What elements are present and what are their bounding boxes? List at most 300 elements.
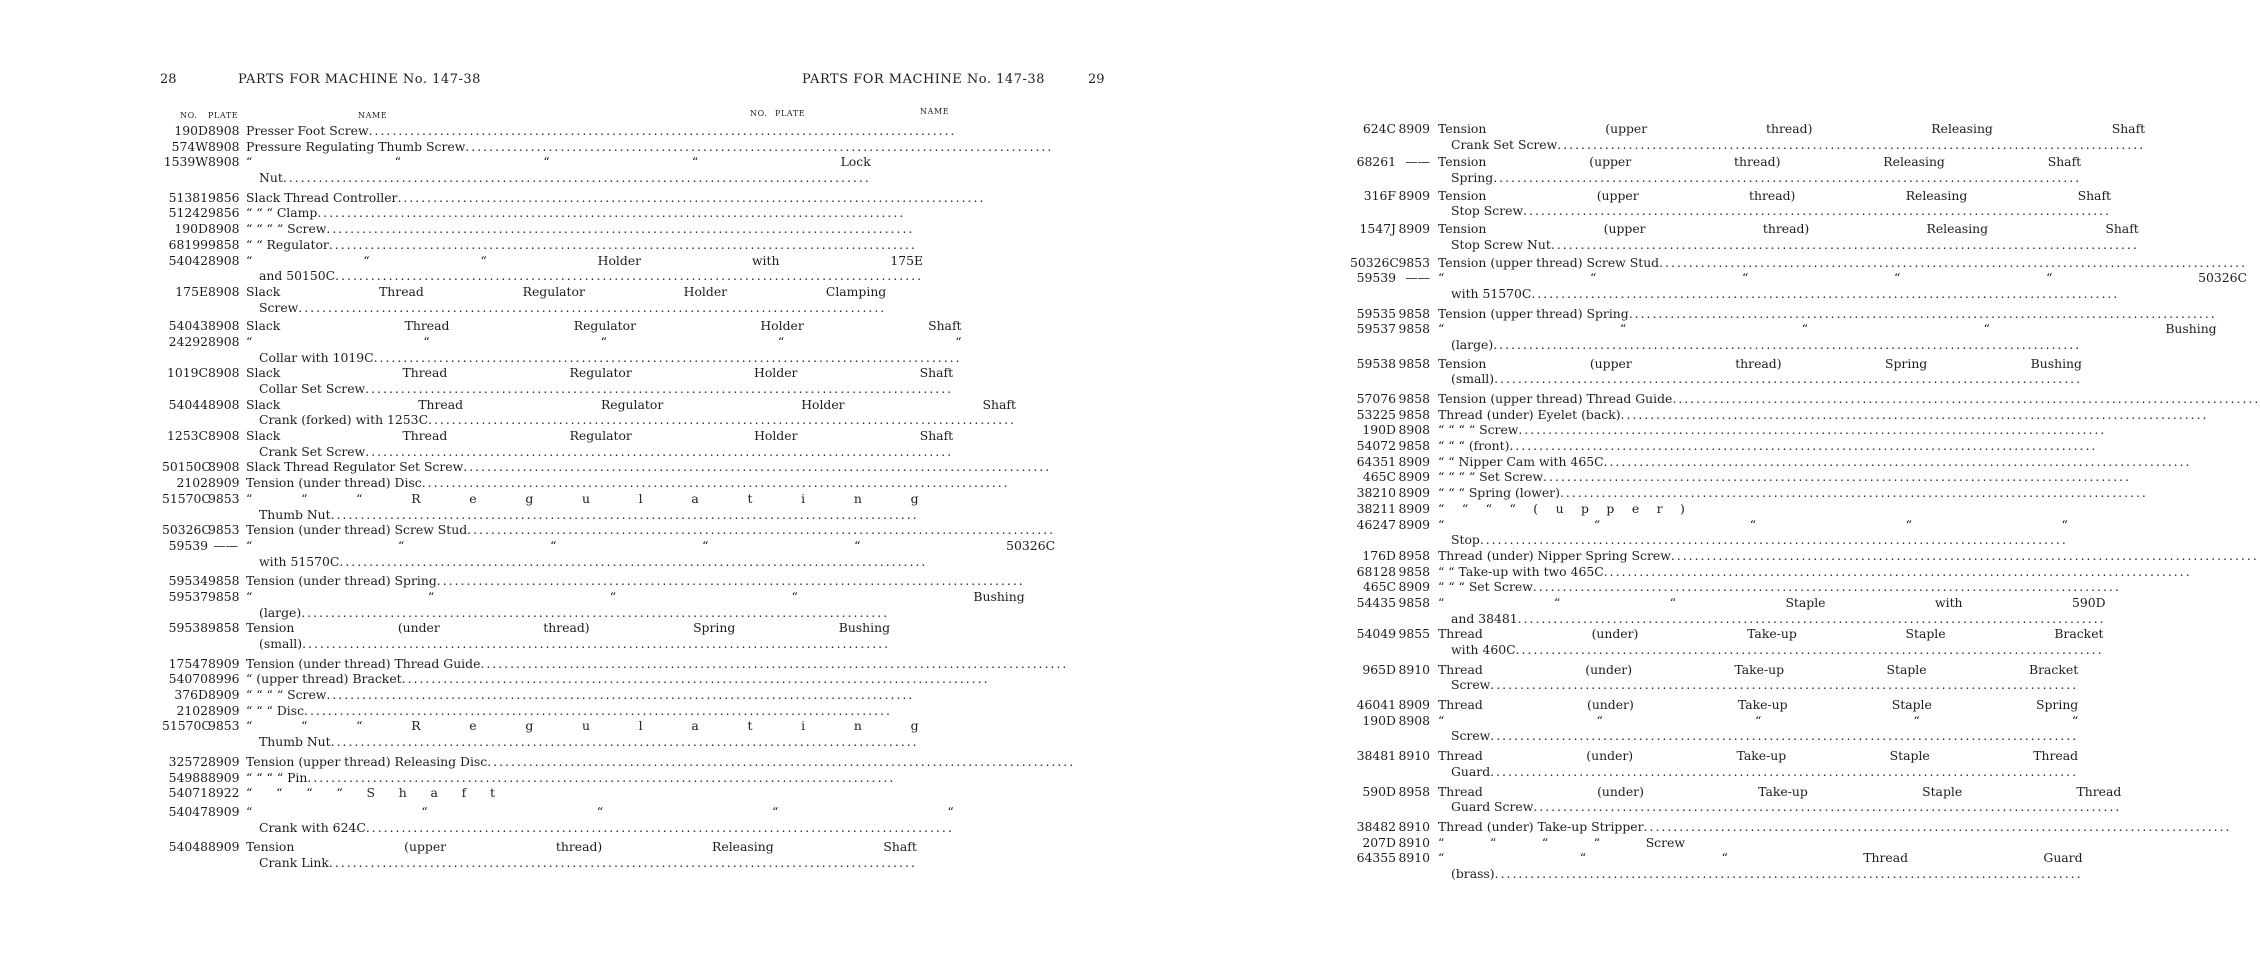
part-name-text: Slack Thread Regulator Holder Shaft bbox=[246, 428, 954, 444]
dot-leader bbox=[1560, 485, 2148, 501]
part-number: 68199 bbox=[168, 236, 208, 252]
part-number: 59538 bbox=[1356, 355, 1396, 371]
part-number: 46041 bbox=[1356, 697, 1396, 713]
part-entry bbox=[162, 490, 919, 522]
part-name-line bbox=[1438, 306, 2217, 322]
part-number: 54435 bbox=[1356, 594, 1396, 610]
column-header-plate: PLATE bbox=[208, 111, 239, 120]
part-name-text: “ “ “ R e g u l a t i n g bbox=[246, 490, 919, 506]
part-number: 190D bbox=[174, 221, 208, 237]
part-name-text: Tension (under thread) Spring bbox=[246, 573, 437, 589]
part-number: 1547J bbox=[1359, 221, 1396, 237]
part-entry bbox=[1350, 438, 1685, 454]
part-entry bbox=[162, 396, 1016, 428]
part-entry bbox=[1350, 748, 2079, 779]
part-name-text: “ “ “ Disc bbox=[246, 702, 305, 718]
part-name-text: Slack Thread Regulator Holder Clamping bbox=[246, 283, 887, 299]
plate-number: 9856 bbox=[208, 205, 240, 221]
part-number: 2102 bbox=[176, 702, 208, 718]
part-name-text: Slack Thread Regulator Holder Shaft bbox=[246, 318, 962, 334]
part-name-text: and 50150C bbox=[259, 268, 336, 284]
part-name-text: with 460C bbox=[1451, 642, 1516, 657]
part-name-text: “ “ “ “ “ bbox=[246, 333, 962, 349]
part-name-line bbox=[1438, 454, 2192, 470]
part-name-text: Slack Thread Regulator Holder Shaft bbox=[246, 396, 1016, 412]
part-entry bbox=[162, 573, 1025, 620]
part-name-text: Spring bbox=[1451, 170, 1494, 186]
part-name-text: “ “ “ “ “ bbox=[246, 803, 954, 819]
part-name-text: “ “ “ “ Screw bbox=[1438, 422, 1519, 438]
part-entry bbox=[162, 459, 495, 475]
part-entry bbox=[1350, 454, 1685, 470]
part-name-text: “ (upper thread) Bracket bbox=[246, 671, 402, 687]
part-name-text: Stop bbox=[1451, 532, 1480, 548]
column-header-plate: PLATE bbox=[775, 109, 806, 118]
part-number: 54071 bbox=[168, 785, 208, 801]
part-entry bbox=[1350, 564, 1685, 580]
plate-number: 8908 bbox=[208, 252, 240, 268]
part-name-line bbox=[1438, 611, 2106, 627]
part-entry bbox=[1350, 594, 2106, 626]
plate-number: 8908 bbox=[208, 283, 240, 299]
part-number: 51570C bbox=[162, 490, 211, 506]
plate-number: 9858 bbox=[1398, 406, 1430, 422]
plate-number: 9858 bbox=[1398, 321, 1430, 337]
part-entry bbox=[1350, 835, 1685, 851]
part-number: 46247 bbox=[1356, 516, 1396, 532]
part-entry bbox=[162, 656, 495, 672]
part-name-text: “ “ “ Spring (lower) bbox=[1438, 485, 1560, 501]
part-name-line bbox=[1438, 532, 2068, 548]
part-name-line bbox=[1438, 203, 2111, 219]
part-name-line bbox=[1438, 784, 2121, 800]
part-number: 32572 bbox=[168, 753, 208, 769]
dot-leader bbox=[1509, 438, 2097, 454]
part-name-text: Crank (forked) with 1253C bbox=[259, 412, 429, 428]
part-name-text: Tension (under thread) Spring Bushing bbox=[246, 620, 891, 636]
part-entry bbox=[1350, 407, 1685, 423]
plate-number: —— bbox=[1405, 270, 1430, 286]
part-name-line bbox=[1438, 188, 2111, 204]
part-number: 54988 bbox=[168, 769, 208, 785]
part-name-line bbox=[1438, 662, 2078, 678]
part-entry bbox=[162, 237, 495, 253]
part-entry bbox=[1350, 485, 1685, 501]
dot-leader bbox=[1672, 391, 2260, 407]
plate-number: 9853 bbox=[208, 522, 240, 538]
part-entry bbox=[162, 687, 495, 703]
part-name-line bbox=[1438, 356, 2082, 372]
part-name-text: Thumb Nut bbox=[259, 734, 331, 750]
part-name-text: Guard bbox=[1451, 763, 1491, 779]
part-entry bbox=[1350, 850, 2083, 881]
plate-number: 9858 bbox=[208, 588, 240, 604]
plate-number: 9856 bbox=[208, 189, 240, 205]
part-entry bbox=[162, 703, 495, 719]
part-entry bbox=[162, 318, 962, 365]
part-entry bbox=[1350, 548, 1685, 564]
parts-list bbox=[1350, 121, 2247, 882]
part-name-text: Thumb Nut bbox=[259, 506, 331, 522]
part-name-text: (brass) bbox=[1451, 865, 1495, 881]
plate-number: 8908 bbox=[208, 318, 240, 334]
plate-number: 8909 bbox=[1398, 121, 1430, 136]
part-name-text: “ “ “ “ Pin bbox=[246, 769, 308, 785]
part-number: 57076 bbox=[1356, 391, 1396, 406]
part-name-text: “ “ Take-up with two 465C bbox=[1438, 563, 1604, 579]
part-entry bbox=[1350, 254, 2247, 302]
part-name-line bbox=[1438, 121, 2145, 137]
part-number: 38482 bbox=[1356, 818, 1396, 834]
plate-number: 8909 bbox=[208, 803, 240, 819]
part-entry bbox=[1350, 305, 2217, 353]
part-entry bbox=[162, 428, 954, 459]
part-name-text: Screw bbox=[1451, 728, 1491, 744]
part-name-text: Presser Foot Screw bbox=[246, 123, 369, 138]
part-entry bbox=[162, 785, 495, 801]
part-entry bbox=[1350, 697, 2079, 744]
plate-number: 8909 bbox=[208, 475, 240, 491]
part-name-text: “ “ Regulator bbox=[246, 236, 329, 252]
plate-number: 9858 bbox=[1398, 438, 1430, 454]
part-number: 175E bbox=[175, 283, 208, 299]
part-name-line bbox=[1438, 677, 2078, 693]
plate-number: 9858 bbox=[208, 573, 240, 589]
column-header-no: NO. bbox=[750, 109, 768, 118]
part-name-text: “ “ “ “ Bushing bbox=[246, 588, 1025, 604]
column-header-no: NO. bbox=[180, 111, 198, 120]
part-name-text: Tension (upper thread) Releasing Shaft bbox=[1438, 121, 2146, 136]
plate-number: 8908 bbox=[1398, 422, 1430, 438]
part-name-line bbox=[1438, 485, 2148, 501]
right-page bbox=[620, 0, 2247, 954]
part-name-text: Nut bbox=[259, 170, 283, 186]
part-name-line bbox=[1438, 154, 2081, 170]
part-name-text: Slack Thread Controller bbox=[246, 189, 398, 205]
part-name-text: “ “ “ Staple with 590D bbox=[1438, 594, 2106, 610]
part-name-text: Stop Screw Nut bbox=[1451, 236, 1551, 252]
part-number: 1019C bbox=[166, 365, 208, 381]
plate-number: 8909 bbox=[1398, 579, 1430, 595]
plate-number: 8909 bbox=[1398, 485, 1430, 501]
part-name-text: “ “ “ “ ( u p p e r ) bbox=[1438, 500, 1685, 516]
parts-list bbox=[162, 123, 1056, 871]
plate-number: 9853 bbox=[208, 490, 240, 506]
left-page bbox=[0, 0, 1056, 954]
part-entry bbox=[1350, 783, 2122, 815]
part-name-text: Stop Screw bbox=[1451, 203, 1524, 219]
part-entry bbox=[162, 205, 495, 221]
part-name-text: Thread (under) Take-up Staple Spring bbox=[1438, 697, 2079, 713]
part-entry bbox=[1350, 626, 2104, 657]
part-entry bbox=[162, 770, 495, 786]
part-entry bbox=[1350, 221, 2139, 252]
part-name-text: (small) bbox=[1451, 371, 1495, 387]
part-name-text: (large) bbox=[259, 604, 302, 620]
plate-number: —— bbox=[1405, 154, 1430, 170]
dot-leader bbox=[1495, 866, 2083, 882]
part-entry bbox=[162, 365, 954, 396]
plate-number: 9855 bbox=[1398, 626, 1430, 642]
dot-leader bbox=[1531, 286, 2247, 302]
part-number: 465C bbox=[1362, 579, 1396, 595]
part-number: 17547 bbox=[168, 655, 208, 671]
part-name-text: Slack Thread Regulator Holder Shaft bbox=[246, 365, 954, 381]
part-name-text: “ “ “ “ Lock bbox=[246, 154, 871, 170]
plate-number: 8909 bbox=[1398, 187, 1430, 203]
dot-leader bbox=[1494, 371, 2082, 387]
part-name-text: with 51570C bbox=[1451, 285, 1532, 301]
part-number: 54042 bbox=[168, 252, 208, 268]
plate-number: 9858 bbox=[1398, 305, 1430, 321]
part-number: 54047 bbox=[168, 803, 208, 819]
part-number: 965D bbox=[1362, 661, 1396, 677]
part-entry bbox=[1350, 819, 1685, 835]
part-name-line bbox=[1438, 221, 2139, 237]
part-entry bbox=[162, 718, 919, 750]
part-number: 53225 bbox=[1356, 406, 1396, 422]
part-name-line bbox=[1438, 626, 2104, 642]
plate-number: 8908 bbox=[208, 428, 240, 444]
plate-number: 9858 bbox=[1398, 391, 1430, 406]
part-number: 51381 bbox=[168, 189, 208, 205]
plate-number: 8909 bbox=[208, 753, 240, 769]
part-name-text: Crank Link bbox=[259, 854, 329, 870]
plate-number: 8958 bbox=[1398, 547, 1430, 563]
part-name-line bbox=[1438, 438, 2097, 454]
dot-leader bbox=[1518, 611, 2106, 627]
part-name-text: Collar with 1019C bbox=[259, 349, 374, 365]
part-name-line bbox=[1438, 137, 2145, 153]
part-entry bbox=[162, 475, 495, 491]
part-name-line bbox=[1438, 595, 2106, 611]
part-name-line bbox=[1438, 548, 2259, 564]
part-name-text: Tension (under thread) Screw Stud bbox=[246, 522, 468, 538]
part-name-line bbox=[1438, 422, 2106, 438]
dot-leader bbox=[1490, 677, 2078, 693]
part-name-text: (small) bbox=[259, 636, 303, 651]
part-name-text: “ “ “ Holder with 175E bbox=[246, 252, 924, 268]
part-number: 176D bbox=[1362, 547, 1396, 563]
part-name-text: Thread (under) Take-up Staple Bracket bbox=[1438, 626, 2104, 642]
plate-number: 8909 bbox=[208, 655, 240, 671]
plate-number: 8996 bbox=[208, 671, 240, 687]
plate-number: 8909 bbox=[1398, 500, 1430, 516]
part-entry bbox=[162, 803, 954, 835]
dot-leader bbox=[1533, 579, 2121, 595]
part-number: 590D bbox=[1362, 783, 1396, 799]
part-number: 1253C bbox=[166, 428, 208, 444]
plate-number: 8909 bbox=[1398, 516, 1430, 532]
plate-number: 8910 bbox=[1398, 661, 1430, 677]
plate-number: 8910 bbox=[1398, 818, 1430, 834]
part-number: 54070 bbox=[168, 671, 208, 687]
dot-leader bbox=[1518, 422, 2106, 438]
part-name-line bbox=[1438, 850, 2083, 866]
part-number: 50150C bbox=[162, 459, 211, 475]
part-number: 190D bbox=[1362, 712, 1396, 728]
part-name-text: “ “ “ “ “ 50326C bbox=[1438, 270, 2247, 286]
part-number: 59537 bbox=[168, 588, 208, 604]
plate-number: 9858 bbox=[208, 236, 240, 252]
dot-leader bbox=[1621, 407, 2209, 423]
part-name-text: “ “ “ Thread Guard bbox=[1438, 850, 2083, 866]
part-name-text: Tension (under thread) Thread Guide bbox=[246, 655, 481, 671]
part-entry bbox=[1350, 661, 2079, 693]
page-number: 29 bbox=[1088, 72, 1105, 87]
plate-number: 8908 bbox=[208, 459, 240, 475]
part-entry bbox=[162, 522, 1056, 569]
dot-leader bbox=[1533, 799, 2121, 815]
part-entry bbox=[162, 139, 495, 155]
plate-number: 8909 bbox=[1398, 453, 1430, 469]
part-name-text: “ “ “ “ Set Screw bbox=[1438, 469, 1544, 485]
plate-number: 8908 bbox=[1398, 712, 1430, 728]
dot-leader bbox=[1671, 548, 2259, 564]
part-name-text: Screw bbox=[1451, 677, 1491, 693]
part-name-text: Thread (under) Take-up Stripper bbox=[1438, 818, 1644, 834]
part-name-line bbox=[1438, 170, 2081, 186]
part-name-line bbox=[1438, 469, 2131, 485]
part-name-line bbox=[246, 785, 495, 801]
part-name-line bbox=[1438, 501, 1685, 517]
part-name-text: Screw bbox=[259, 299, 299, 315]
part-name-line bbox=[1438, 697, 2078, 713]
part-name-line bbox=[1438, 728, 2078, 744]
plate-number: 8908 bbox=[208, 333, 240, 349]
part-name-line bbox=[1438, 270, 2247, 286]
part-name-text: Tension (upper thread) Releasing Shaft bbox=[1438, 221, 2139, 237]
part-entry bbox=[1350, 579, 1685, 595]
part-name-text: Thread (under) Take-up Staple Thread bbox=[1438, 748, 2079, 764]
part-name-text: Collar Set Screw bbox=[259, 381, 366, 396]
part-name-line bbox=[1438, 713, 2078, 729]
part-name-line bbox=[1438, 799, 2121, 815]
column-header-name: NAME bbox=[920, 107, 950, 116]
part-number: 38210 bbox=[1356, 485, 1396, 501]
plate-number: 8909 bbox=[1398, 221, 1430, 237]
part-number: 624C bbox=[1362, 121, 1396, 136]
plate-number: —— bbox=[213, 537, 238, 553]
plate-number: 8908 bbox=[208, 123, 240, 138]
part-name-line bbox=[1438, 237, 2139, 253]
part-number: 64355 bbox=[1356, 850, 1396, 866]
part-entry bbox=[1350, 154, 2082, 186]
page-header: PARTS FOR MACHINE No. 147-38 bbox=[238, 72, 481, 87]
part-name-line bbox=[1438, 255, 2247, 271]
part-name-text: “ “ “ “ “ bbox=[1438, 516, 2068, 532]
part-entry bbox=[1350, 121, 2146, 152]
part-number: 1539W bbox=[163, 154, 208, 170]
part-name-line bbox=[1438, 517, 2068, 533]
part-number: 54043 bbox=[168, 318, 208, 334]
part-entry bbox=[162, 252, 924, 284]
part-name-line bbox=[1438, 564, 2192, 580]
dot-leader bbox=[1516, 642, 2104, 658]
part-name-line bbox=[1438, 337, 2217, 353]
part-name-text: Tension (upper thread) Spring bbox=[1438, 305, 1629, 321]
part-name-text: “ “ “ Clamp bbox=[246, 205, 318, 221]
part-number: 54072 bbox=[1356, 438, 1396, 454]
part-name-line bbox=[1438, 642, 2104, 658]
part-number: 59539 bbox=[168, 537, 208, 553]
plate-number: 9853 bbox=[1398, 254, 1430, 270]
part-number: 59539 bbox=[1356, 270, 1396, 286]
dot-leader bbox=[1604, 454, 2192, 470]
part-name-text: Tension (upper thread) Releasing Shaft bbox=[1438, 154, 2082, 170]
part-name-text: “ “ Nipper Cam with 465C bbox=[1438, 453, 1604, 469]
part-number: 574W bbox=[171, 138, 208, 154]
part-name-text: “ “ “ “ “ 50326C bbox=[246, 537, 1056, 553]
part-number: 376D bbox=[174, 687, 208, 703]
plate-number: 8910 bbox=[1398, 748, 1430, 764]
dot-leader bbox=[1480, 532, 2068, 548]
part-number: 207D bbox=[1362, 834, 1396, 850]
part-number: 190D bbox=[1362, 422, 1396, 438]
part-number: 316F bbox=[1363, 187, 1396, 203]
part-entry bbox=[162, 671, 495, 687]
plate-number: 8908 bbox=[208, 396, 240, 412]
part-entry bbox=[1350, 422, 1685, 438]
part-name-text: Guard Screw bbox=[1451, 799, 1534, 815]
part-name-text: Thread (under) Eyelet (back) bbox=[1438, 406, 1621, 422]
plate-number: 8958 bbox=[1398, 783, 1430, 799]
part-name-text: “ “ “ “ Screw bbox=[246, 221, 327, 237]
part-name-text: “ “ “ R e g u l a t i n g bbox=[246, 718, 919, 734]
part-name-text: “ “ “ “ Screw bbox=[246, 687, 327, 703]
plate-number: 9858 bbox=[1398, 594, 1430, 610]
part-number: 59535 bbox=[1356, 305, 1396, 321]
part-name-line bbox=[1438, 579, 2121, 595]
dot-leader bbox=[1493, 170, 2081, 186]
part-name-text: “ “ “ “ Bushing bbox=[1438, 321, 2217, 337]
plate-number: 8909 bbox=[208, 839, 240, 855]
part-entry bbox=[162, 221, 495, 237]
dot-leader bbox=[1629, 306, 2217, 322]
dot-leader bbox=[1490, 728, 2078, 744]
part-number: 64351 bbox=[1356, 453, 1396, 469]
plate-number: 8909 bbox=[208, 687, 240, 703]
part-entry bbox=[162, 154, 871, 186]
part-entry bbox=[1350, 187, 2112, 219]
part-name-line bbox=[1438, 748, 2078, 764]
plate-number: 9858 bbox=[208, 620, 240, 636]
part-number: 68128 bbox=[1356, 563, 1396, 579]
part-name-text: Thread (under) Nipper Spring Screw bbox=[1438, 547, 1671, 563]
part-name-text: Tension (upper thread) Thread Guide bbox=[1438, 391, 1673, 406]
part-number: 54049 bbox=[1356, 626, 1396, 642]
part-entry bbox=[162, 620, 891, 651]
dot-leader bbox=[1543, 469, 2131, 485]
part-number: 54048 bbox=[168, 839, 208, 855]
part-entry bbox=[1350, 501, 1685, 517]
part-name-text: Tension (upper thread) Screw Stud bbox=[1438, 254, 1660, 270]
part-entry bbox=[1350, 355, 2082, 387]
dot-leader bbox=[1551, 237, 2139, 253]
part-name-text: “ “ “ “ S h a f t bbox=[246, 785, 495, 801]
dot-leader bbox=[1644, 819, 2232, 835]
plate-number: 8922 bbox=[208, 785, 240, 801]
part-number: 68261 bbox=[1356, 154, 1396, 170]
part-name-line bbox=[1438, 321, 2217, 337]
page-header: PARTS FOR MACHINE No. 147-38 bbox=[802, 72, 1045, 87]
part-name-text: “ “ “ Set Screw bbox=[1438, 579, 1533, 595]
plate-number: 8910 bbox=[1398, 834, 1430, 850]
plate-number: 8909 bbox=[1398, 469, 1430, 485]
plate-number: 8909 bbox=[1398, 697, 1430, 713]
plate-number: 8908 bbox=[208, 138, 240, 154]
plate-number: 8908 bbox=[208, 221, 240, 237]
